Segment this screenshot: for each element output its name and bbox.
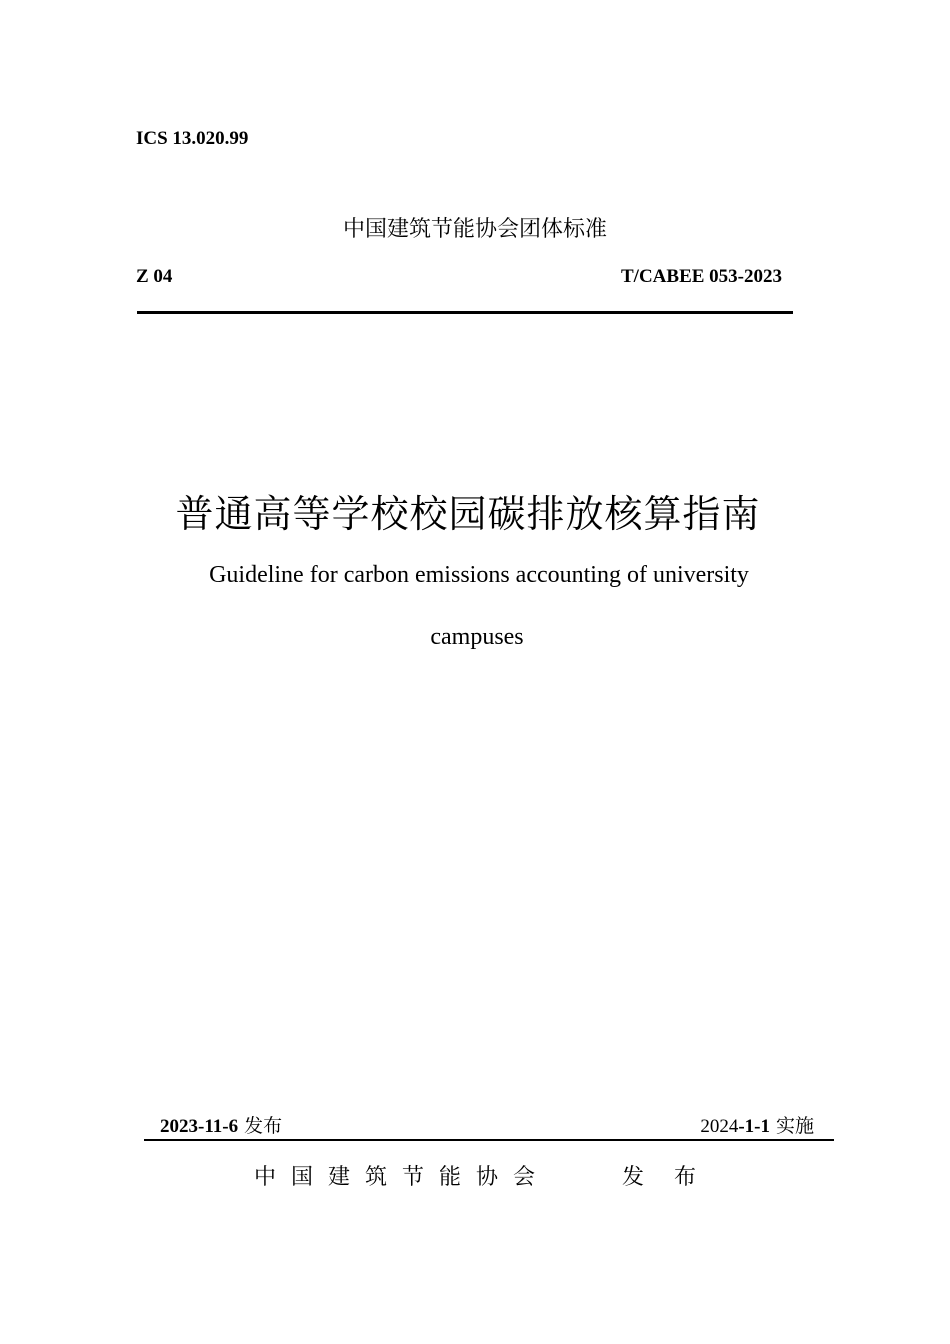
- org-standard-label: 中国建筑节能协会团体标准: [342, 217, 607, 242]
- implementation-month-day: -1-1: [738, 1116, 770, 1137]
- standard-number: T/CABEE 053-2023: [621, 266, 782, 287]
- issue-date: 2023-11-6: [160, 1116, 239, 1137]
- issue-date-block: [160, 1111, 282, 1138]
- classification-code: Z 04: [136, 266, 173, 287]
- footer-divider: [144, 1139, 834, 1141]
- implementation-year: 2024: [700, 1116, 739, 1137]
- implementation-word: 实施: [775, 1115, 814, 1137]
- issue-word: 发布: [244, 1115, 283, 1137]
- publish-word: 发布: [622, 1165, 727, 1190]
- title-english-line2: campuses: [430, 624, 524, 650]
- title-english-line1: Guideline for carbon emissions accounting of university: [209, 562, 749, 588]
- header-divider: [137, 311, 793, 314]
- ics-code: ICS 13.020.99: [136, 128, 249, 149]
- publisher-name: 中国建筑节能协会: [254, 1165, 551, 1190]
- title-chinese: 普通高等学校校园碳排放核算指南: [175, 492, 761, 536]
- implementation-date-block: [700, 1111, 814, 1138]
